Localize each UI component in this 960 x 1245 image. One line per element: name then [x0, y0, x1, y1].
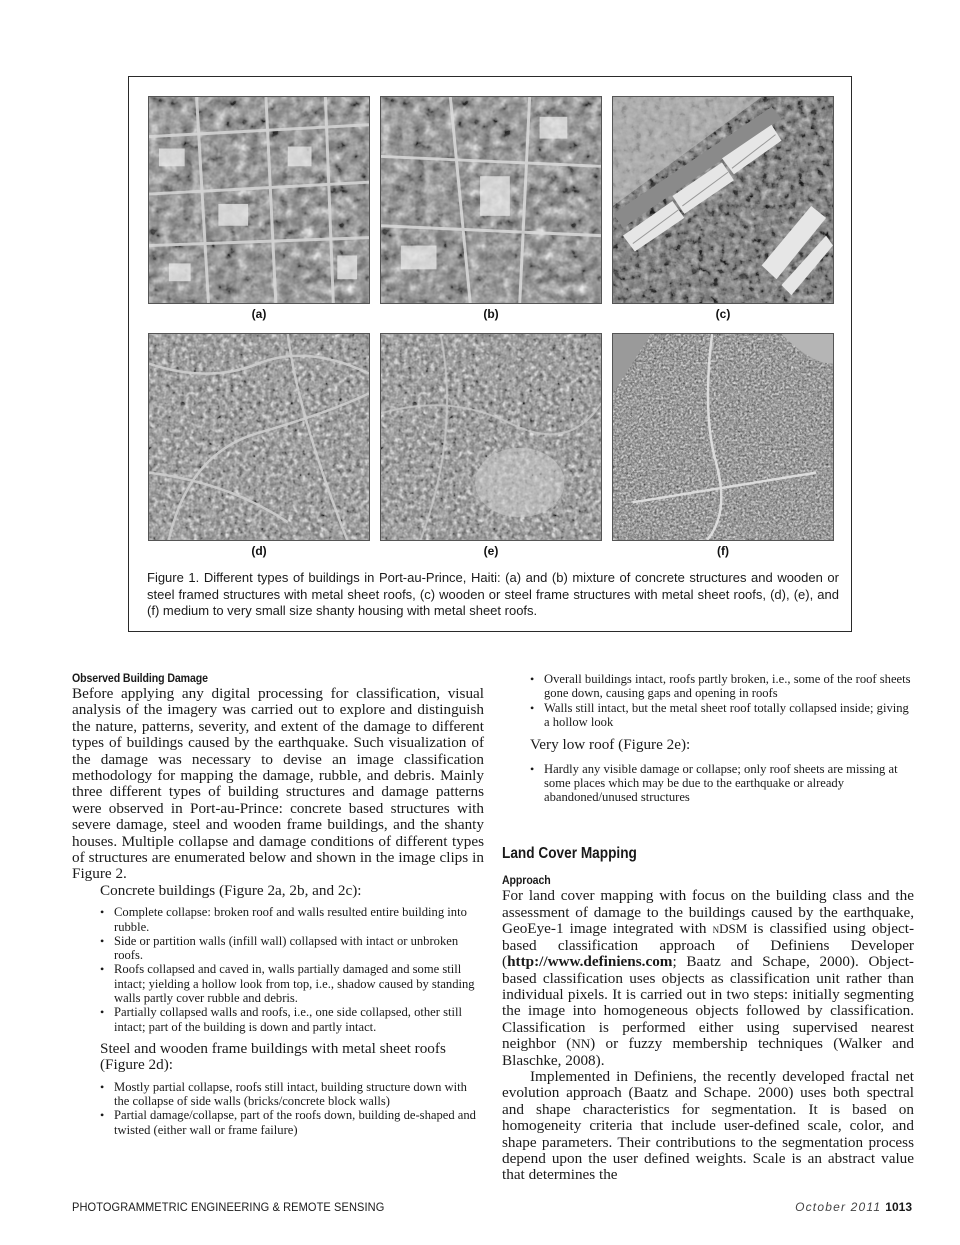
paragraph-visual-analysis: Before applying any digital processing for classification, visual analysis of the imagery was carried out to explore and distinguish the nature, patterns, severity, and extent of the damage to different types of buildings caused by the earthquake. Such visualization of the damage was necessary to devise an image classification methodology for mapping the damage, rubble, and debris. Mainly three different types of building structures and damage patterns were observed in Port-au-Prince: concrete based structures with severe damage, steel and wooden frame buildings, and the shanty houses. Multiple collapse and damage conditions of different types of structures are enumerated below and shown in the image clips in Figure 2. — [72, 685, 484, 883]
panel-e-label: (e) — [483, 544, 499, 558]
right-column — [502, 672, 914, 1184]
heading-approach: Approach — [502, 875, 551, 888]
panel-a-image — [148, 96, 370, 304]
heading-observed-building-damage: Observed Building Damage — [72, 673, 208, 685]
panel-a-label: (a) — [251, 307, 267, 321]
nn-abbrev: NN — [571, 1036, 591, 1052]
panel-f-label: (f) — [717, 544, 729, 558]
heading-land-cover-mapping: Land Cover Mapping — [502, 845, 637, 863]
page-number: 1013 — [885, 1200, 912, 1214]
ndsm-abbrev: nDSM — [712, 921, 748, 937]
definiens-link[interactable]: http://www.definiens.com — [507, 953, 673, 971]
list-item: • Side or partition walls (infill wall) collapsed with intact or unbroken roofs. — [72, 934, 484, 963]
panel-d-label: (d) — [251, 544, 267, 558]
panel-f-image — [612, 333, 834, 541]
panel-c-label: (c) — [715, 307, 731, 321]
list-item: • Partially collapsed walls and roofs, i.e., one side collapsed, other still intact; part of the building is down and partly intact. — [72, 1005, 484, 1034]
lead-concrete-buildings: Concrete buildings (Figure 2a, 2b, and 2c): — [100, 881, 362, 899]
list-item: • Complete collapse: broken roof and walls resulted entire building into rubble. — [72, 905, 484, 934]
left-column — [72, 672, 484, 1137]
figure-1 — [128, 76, 852, 632]
list-steel-damage — [72, 1080, 484, 1137]
panel-e-image — [380, 333, 602, 541]
figure-caption: Figure 1. Different types of buildings in Port-au-Prince, Haiti: (a) and (b) mixture of concrete structures and wooden or steel framed structures with metal sheet roofs, (c) wooden or steel frame structures with metal sheet roofs, (d), (e), and (f) medium to very small size shanty housing with metal sheet roofs. — [147, 570, 839, 618]
journal-name: PHOTOGRAMMETRIC ENGINEERING & REMOTE SENSING — [72, 1200, 385, 1214]
list-shanty-damage — [502, 672, 914, 729]
list-item: • Partial damage/collapse, part of the roofs down, building de-shaped and twisted (either wall or frame failure) — [72, 1108, 484, 1137]
paragraph-fractal-net: Implemented in Definiens, the recently developed fractal net evolution approach (Baatz and Schape. 2000) uses both spectral and shape characteristics for segmentation. It is based on homogeneity criteria that include user-defined scale, color, and shape parameters. Their contributions to the segmentation process depend upon the user defined weights. Scale is an abstract value that determines the — [502, 1067, 914, 1184]
list-item: • Hardly any visible damage or collapse; only roof sheets are missing at some places which may be due to the earthquake or already abandoned/unused structures — [502, 762, 914, 805]
panel-b-label: (b) — [483, 307, 499, 321]
list-very-low-roof — [502, 762, 914, 805]
issue-date: October 2011 — [795, 1200, 882, 1214]
panel-d-image — [148, 333, 370, 541]
lead-very-low-roof: Very low roof (Figure 2e): — [530, 736, 691, 754]
list-item: • Mostly partial collapse, roofs still intact, building structure down with the collapse of side walls (bricks/concrete block walls) — [72, 1080, 484, 1109]
list-item: • Roofs collapsed and caved in, walls partially damaged and some still intact; yielding a hollow look from top, i.e., shadow caused by standing walls partly cover rubble and debris. — [72, 962, 484, 1005]
panel-b-image — [380, 96, 602, 304]
panel-c-image — [612, 96, 834, 304]
list-item: • Overall buildings intact, roofs partly broken, i.e., some of the roof sheets gone down, causing gaps and opening in roofs — [502, 672, 914, 701]
list-item: • Walls still intact, but the metal sheet roof totally collapsed inside; giving a hollow look — [502, 701, 914, 730]
list-concrete-damage — [72, 905, 484, 1034]
lead-steel-wooden-buildings: Steel and wooden frame buildings with metal sheet roofs (Figure 2d): — [100, 1039, 446, 1074]
page-footer — [795, 1200, 912, 1214]
paragraph-approach: For land cover mapping with focus on the building class and the assessment of damage to the buildings caused by the earthquake, GeoEye-1 image integrated with nDSM is classified using object-based classification approach of Definiens Developer (http://www.definiens.com; Baatz and Schape, 2000). Object-based classification uses objects as classification unit rather than individual pixels. It is carried out in two steps: initially segmenting the image into homogeneous objects followed by classification. Classification is performed either using supervised nearest neighbor (NN) or fuzzy membership techniques (Walker and Blaschke, 2008). — [502, 887, 915, 1069]
